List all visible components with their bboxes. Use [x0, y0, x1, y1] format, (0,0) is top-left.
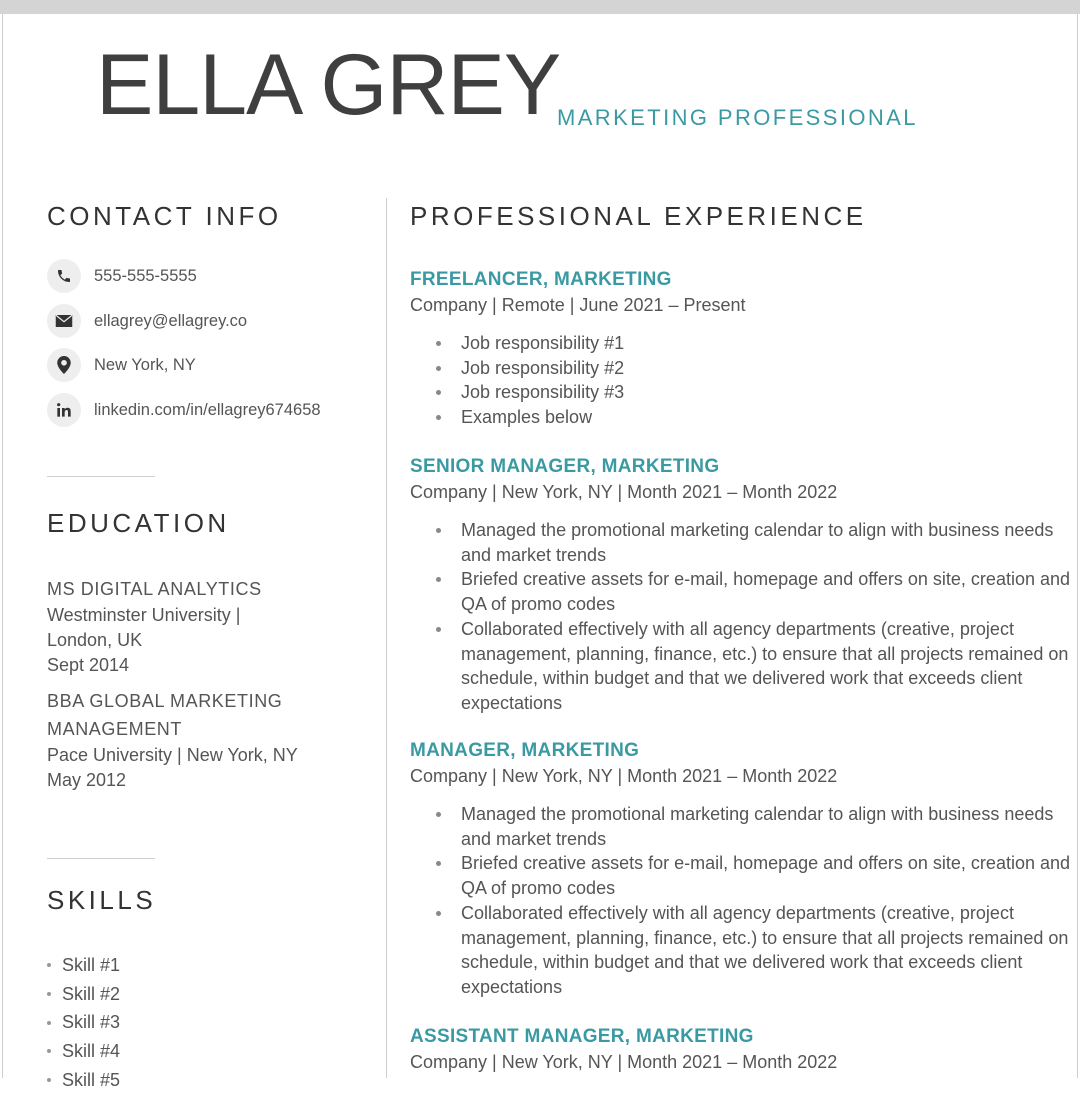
contact-phone — [47, 259, 197, 293]
skill-item — [47, 951, 120, 980]
job-bullets — [410, 802, 1070, 1000]
contact-email-text: ellagrey@ellagrey.co — [94, 311, 248, 330]
contact-location — [47, 348, 196, 382]
job-bullet: Managed the promotional marketing calendar to align with business needs and market trends — [410, 802, 1070, 851]
linkedin-icon — [47, 393, 81, 427]
job-bullet: Briefed creative assets for e-mail, homepage and offers on site, creation and QA of promo codes — [410, 851, 1070, 900]
job-title: MANAGER, MARKETING — [410, 740, 640, 761]
contact-linkedin-text: linkedin.com/in/ellagrey674658 — [94, 400, 321, 419]
job-meta: Company | New York, NY | Month 2021 – Month 2022 — [410, 766, 838, 786]
job-bullets — [410, 518, 1070, 716]
contact-linkedin — [47, 393, 321, 427]
section-divider — [47, 858, 155, 859]
job-entry — [410, 738, 1070, 1000]
education-degree: BBA GLOBAL MARKETING MANAGEMENT — [47, 691, 283, 739]
contact-phone-text: 555-555-5555 — [94, 266, 197, 285]
section-divider — [47, 476, 155, 477]
job-title: ASSISTANT MANAGER, MARKETING — [410, 1026, 754, 1047]
skill-item — [47, 1037, 120, 1066]
skill-label: Skill #2 — [62, 983, 121, 1004]
job-bullet: Briefed creative assets for e-mail, homepage and offers on site, creation and QA of promo codes — [410, 567, 1070, 616]
skills-heading: SKILLS — [47, 885, 157, 915]
job-bullets — [410, 331, 1070, 430]
skill-item — [47, 980, 120, 1009]
skill-label: Skill #4 — [62, 1041, 121, 1062]
education-school: Pace University | New York, NY — [47, 745, 298, 765]
education-heading: EDUCATION — [47, 508, 230, 538]
contact-heading: CONTACT INFO — [47, 201, 282, 231]
education-date: Sept 2014 — [47, 655, 130, 675]
job-meta: Company | New York, NY | Month 2021 – Month 2022 — [410, 1052, 838, 1072]
bullet-dot — [47, 992, 51, 996]
contact-email — [47, 304, 247, 338]
email-icon — [47, 304, 81, 338]
job-entry — [410, 1024, 1070, 1074]
skill-item — [47, 1008, 120, 1037]
bullet-dot — [47, 963, 51, 967]
education-entry — [47, 575, 307, 678]
bullet-dot — [47, 1078, 51, 1082]
job-bullet: Collaborated effectively with all agency departments (creative, project management, planning, finance, etc.) to ensure that all projects remained on schedule, within budget and that we delivered work that exceeds client expectations — [410, 901, 1070, 1000]
job-bullet: Managed the promotional marketing calendar to align with business needs and market trends — [410, 518, 1070, 567]
job-bullet: Collaborated effectively with all agency departments (creative, project management, planning, finance, etc.) to ensure that all projects remained on schedule, within budget and that we delivered work that exceeds client expectations — [410, 617, 1070, 716]
skill-label: Skill #5 — [62, 1069, 121, 1090]
job-bullet: Job responsibility #1 — [410, 331, 1070, 356]
bullet-dot — [47, 1021, 51, 1025]
contact-location-text: New York, NY — [94, 355, 196, 374]
job-bullet: Job responsibility #2 — [410, 356, 1070, 381]
skills-list — [47, 951, 120, 1095]
phone-icon — [47, 259, 81, 293]
job-entry — [410, 454, 1070, 716]
location-pin-icon — [47, 348, 81, 382]
bullet-dot — [47, 1049, 51, 1053]
candidate-name: ELLA GREY — [96, 37, 561, 133]
job-bullet: Examples below — [410, 405, 1070, 430]
education-entry — [47, 687, 307, 793]
job-title: FREELANCER, MARKETING — [410, 269, 672, 290]
job-meta: Company | Remote | June 2021 – Present — [410, 295, 746, 315]
education-degree: MS DIGITAL ANALYTICS — [47, 579, 262, 599]
job-entry — [410, 267, 1070, 430]
viewer-top-bar — [0, 0, 1080, 14]
skill-label: Skill #3 — [62, 1012, 121, 1033]
experience-heading: PROFESSIONAL EXPERIENCE — [410, 201, 867, 231]
job-bullet: Job responsibility #3 — [410, 380, 1070, 405]
education-school: Westminster University | London, UK — [47, 605, 241, 650]
skill-label: Skill #1 — [62, 955, 121, 975]
skill-item — [47, 1066, 120, 1095]
education-date: May 2012 — [47, 770, 127, 790]
job-meta: Company | New York, NY | Month 2021 – Month 2022 — [410, 482, 838, 502]
candidate-title: MARKETING PROFESSIONAL — [557, 105, 918, 130]
column-divider — [386, 198, 387, 1078]
job-title: SENIOR MANAGER, MARKETING — [410, 456, 720, 477]
